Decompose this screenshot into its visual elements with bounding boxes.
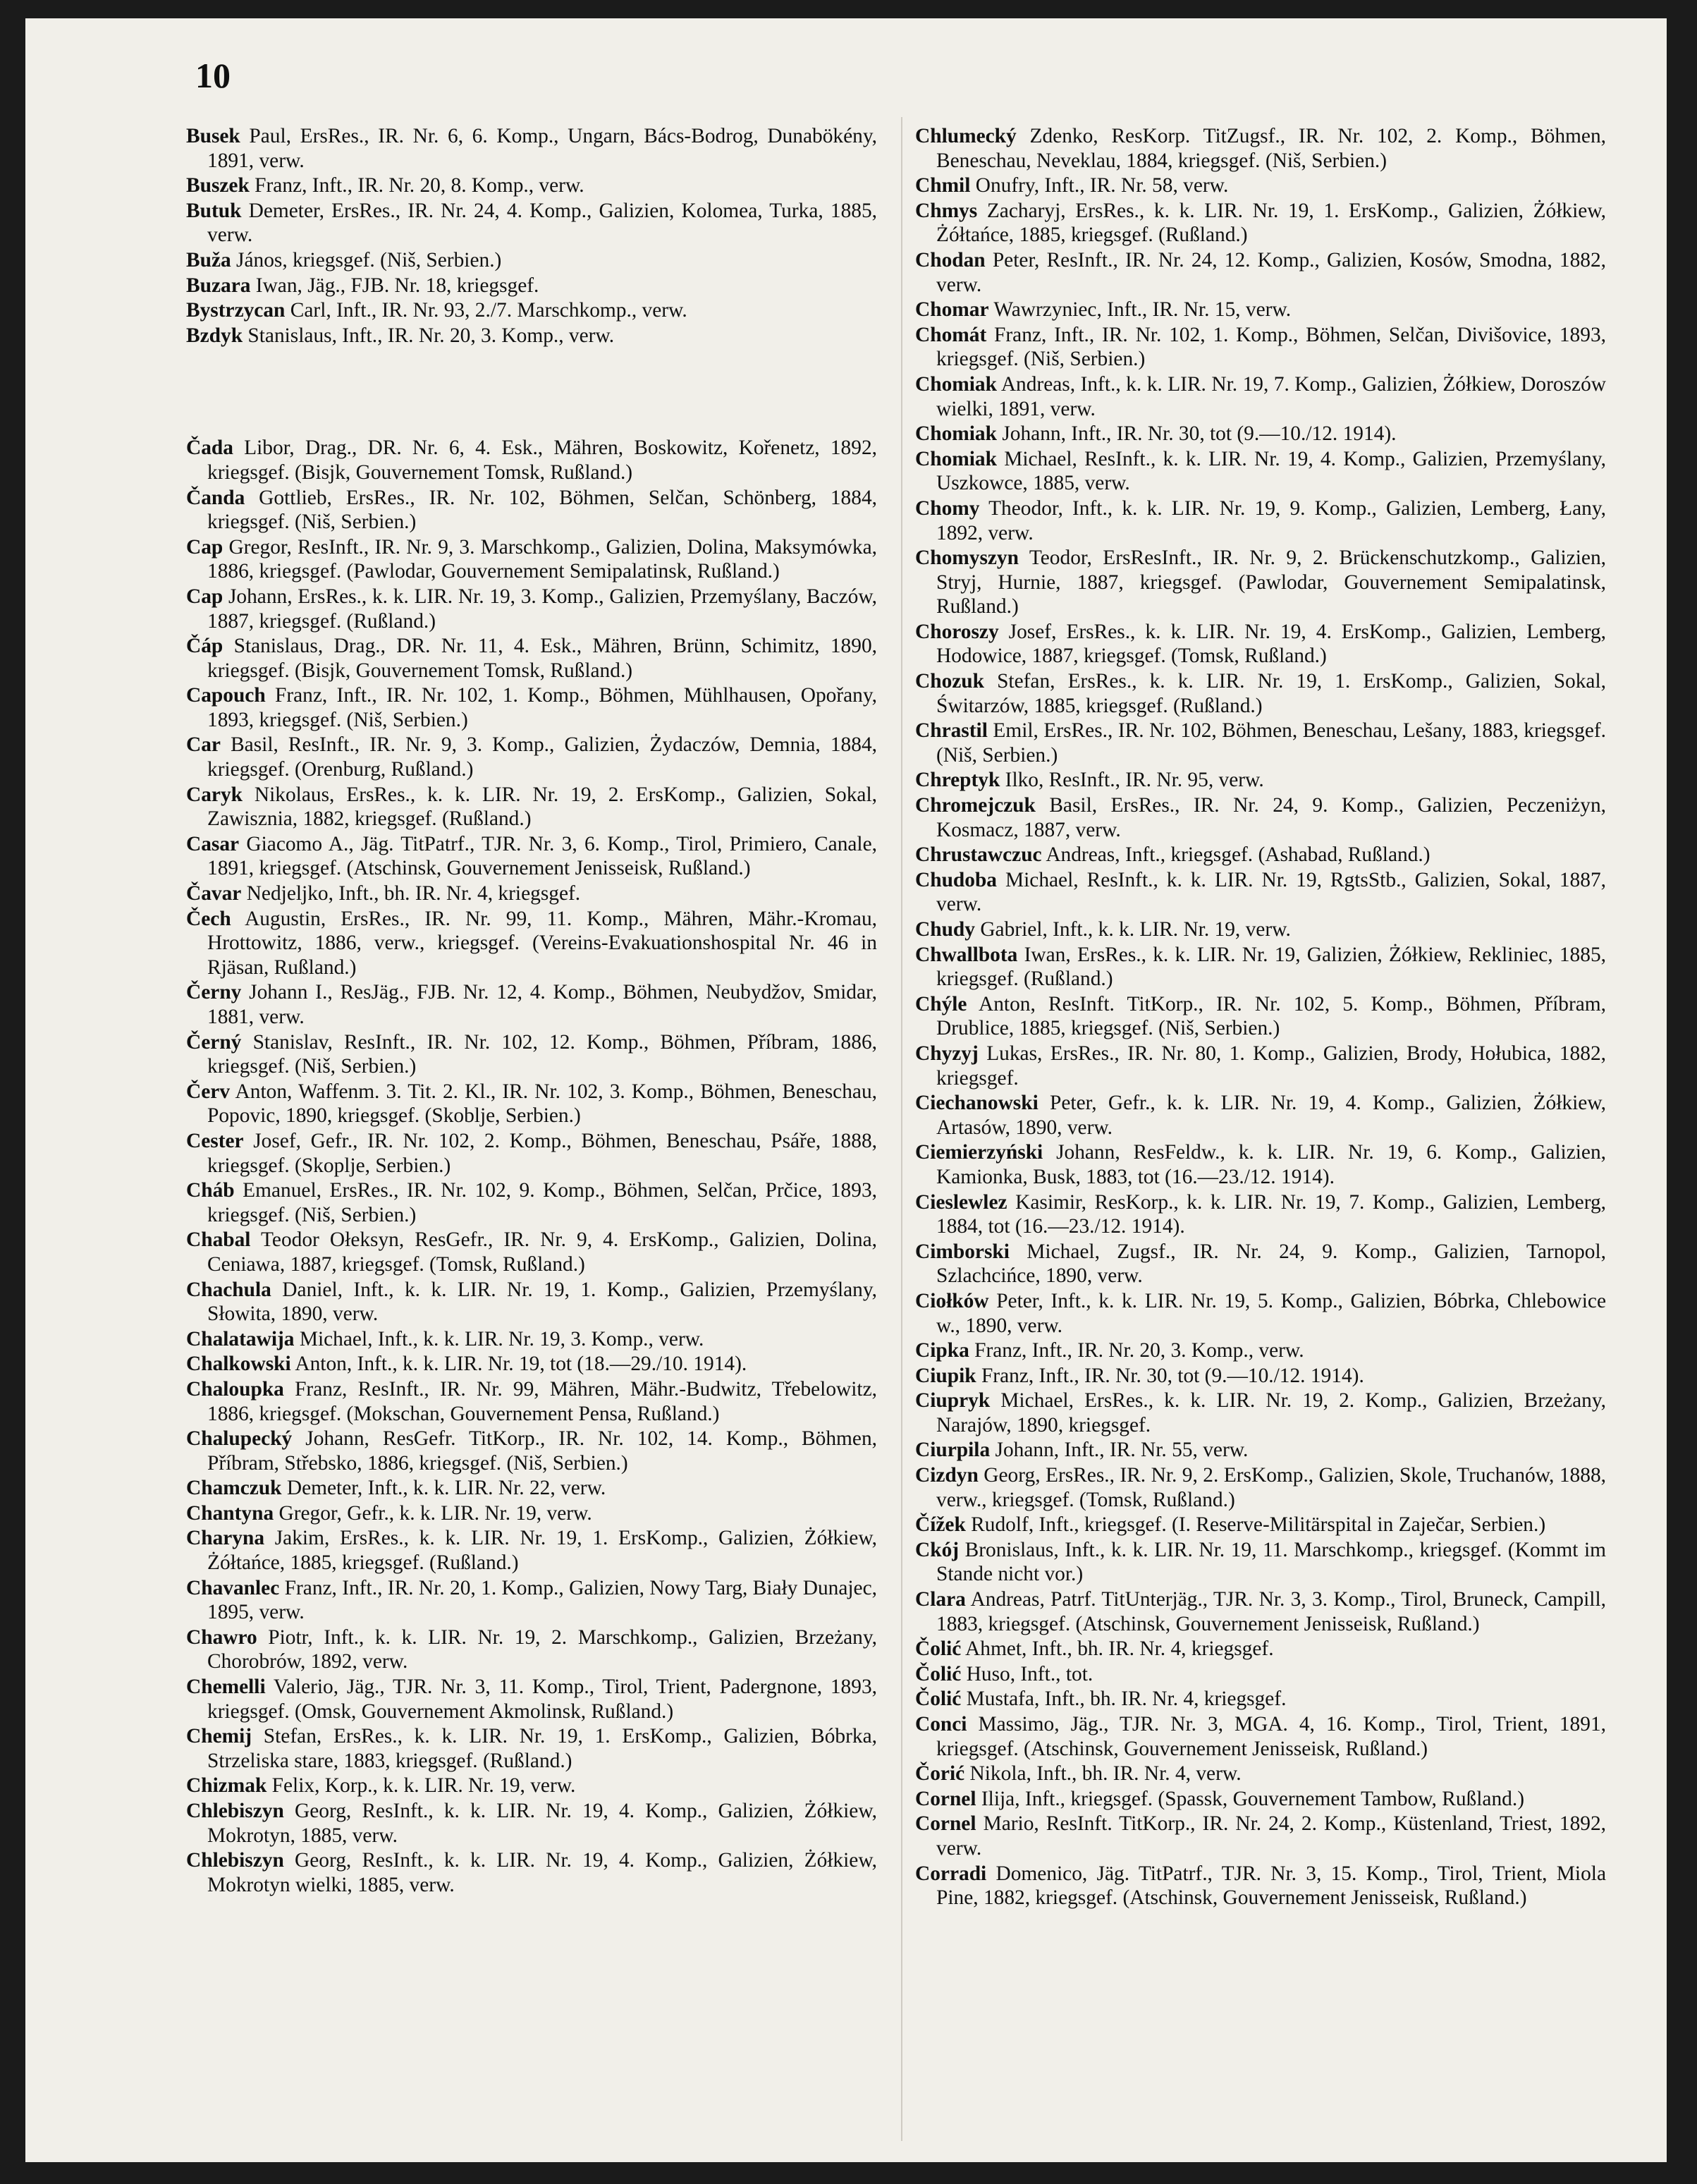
entry-surname: Chalatawija (186, 1327, 295, 1350)
entry-surname: Chodan (915, 248, 986, 272)
entry-details: Emanuel, ErsRes., IR. Nr. 102, 9. Komp., Böhmen, Selčan, Prčice, 1893, kriegsgef. (Niš, Serbien.) (207, 1179, 877, 1226)
entry-surname: Čada (186, 437, 233, 460)
list-entry (186, 199, 877, 248)
entry-details: János, kriegsgef. (Niš, Serbien.) (231, 248, 502, 272)
entry-details: Basil, ErsRes., IR. Nr. 24, 9. Komp., Galizien, Peczeniżyn, Kosmacz, 1887, verw. (936, 794, 1606, 841)
entry-surname: Charyna (186, 1527, 265, 1550)
list-entry (186, 1799, 877, 1848)
entry-surname: Buža (186, 248, 231, 272)
list-entry (186, 486, 877, 535)
list-entry (915, 843, 1606, 867)
entry-surname: Chýle (915, 992, 967, 1015)
left-column (186, 124, 877, 1898)
entry-details: Libor, Drag., DR. Nr. 6, 4. Esk., Mähren, Boskowitz, Kořenetz, 1892, kriegsgef. (Bisjk, Gouvernement Tomsk, Rußland.) (207, 437, 877, 484)
list-entry (915, 1190, 1606, 1239)
list-entry (186, 1675, 877, 1724)
list-entry (186, 298, 877, 323)
list-entry (186, 1625, 877, 1674)
list-entry (915, 669, 1606, 718)
entry-surname: Čanda (186, 486, 245, 509)
list-entry (186, 124, 877, 173)
entry-details: Wawrzyniec, Inft., IR. Nr. 15, verw. (988, 298, 1292, 322)
list-entry (186, 535, 877, 584)
list-entry (186, 248, 877, 273)
entry-details: Nedjeljko, Inft., bh. IR. Nr. 4, kriegsgef. (241, 882, 581, 905)
list-entry (915, 496, 1606, 545)
entry-surname: Chomiak (915, 372, 997, 396)
entry-details: Georg, ResInft., k. k. LIR. Nr. 19, 4. Komp., Galizien, Żółkiew, Mokrotyn wielki, 1885, verw. (207, 1849, 877, 1896)
list-entry (186, 1774, 877, 1798)
entry-details: Giacomo A., Jäg. TitPatrf., TJR. Nr. 3, 6. Komp., Tirol, Primiero, Canale, 1891, kriegsgef. (Atschinsk, Gouvernement Jenisseisk, Rußland.) (207, 832, 877, 880)
entry-details: Franz, Inft., IR. Nr. 30, tot (9.—10./12. 1914). (976, 1364, 1364, 1387)
entry-details: Domenico, Jäg. TitPatrf., TJR. Nr. 3, 15. Komp., Tirol, Trient, Miola Pine, 1882, kriegsgef. (Atschinsk, Gouvernement Jenisseisk, Rußland.) (936, 1862, 1606, 1910)
entry-details: Iwan, ErsRes., k. k. LIR. Nr. 19, Galizien, Żółkiew, Rekliniec, 1885, kriegsgef. (Rußland.) (936, 943, 1606, 991)
list-entry (186, 980, 877, 1029)
entry-details: Michael, ResInft., k. k. LIR. Nr. 19, RgtsStb., Galizien, Sokal, 1887, verw. (936, 868, 1606, 916)
entry-surname: Corradi (915, 1862, 987, 1885)
entry-details: Ahmet, Inft., bh. IR. Nr. 4, kriegsgef. (961, 1637, 1274, 1661)
entry-surname: Čolić (915, 1662, 962, 1685)
entry-details: Zdenko, ResKorp. TitZugsf., IR. Nr. 102, 2. Komp., Böhmen, Beneschau, Neveklau, 1884, kriegsgef. (Niš, Serbien.) (936, 125, 1606, 172)
entry-surname: Ciołków (915, 1289, 989, 1312)
entry-details: Demeter, Inft., k. k. LIR. Nr. 22, verw. (281, 1477, 606, 1500)
list-entry (915, 1712, 1606, 1761)
entry-surname: Caryk (186, 783, 243, 806)
entry-details: Bronislaus, Inft., k. k. LIR. Nr. 19, 11. Marschkomp., kriegsgef. (Kommt im Stande nicht vor.) (936, 1538, 1606, 1586)
list-entry (915, 1538, 1606, 1587)
entry-details: Michael, Inft., k. k. LIR. Nr. 19, 3. Komp., verw. (294, 1327, 704, 1350)
list-entry (915, 1637, 1606, 1661)
entry-details: Nikolaus, ErsRes., k. k. LIR. Nr. 19, 2. ErsKomp., Galizien, Sokal, Zawisznia, 1882, kriegsgef. (Rußland.) (207, 783, 877, 831)
list-entry (915, 793, 1606, 842)
list-entry (915, 1762, 1606, 1786)
entry-details: Johann, Inft., IR. Nr. 55, verw. (990, 1439, 1249, 1462)
entry-details: Onufry, Inft., IR. Nr. 58, verw. (970, 174, 1229, 197)
entry-surname: Chlebiszyn (186, 1849, 284, 1872)
list-entry (915, 1338, 1606, 1363)
entry-details: Franz, Inft., IR. Nr. 20, 3. Komp., verw. (969, 1339, 1304, 1362)
list-entry (915, 1687, 1606, 1712)
entry-details: Georg, ResInft., k. k. LIR. Nr. 19, 4. Komp., Galizien, Żółkiew, Mokrotyn, 1885, verw. (207, 1800, 877, 1847)
entry-details: Mustafa, Inft., bh. IR. Nr. 4, kriegsgef. (961, 1688, 1287, 1711)
entry-surname: Chomiak (915, 422, 997, 446)
list-entry (915, 546, 1606, 619)
list-entry (186, 1377, 877, 1426)
list-entry (186, 1278, 877, 1326)
list-entry (186, 1327, 877, 1352)
entry-surname: Chaloupka (186, 1377, 284, 1401)
list-entry (186, 1724, 877, 1773)
entry-details: Gabriel, Inft., k. k. LIR. Nr. 19, verw. (974, 918, 1291, 941)
entry-details: Anton, ResInft. TitKorp., IR. Nr. 102, 5. Komp., Böhmen, Příbram, Drublice, 1885, kriegsgef. (Niš, Serbien.) (936, 992, 1606, 1040)
entry-details: Rudolf, Inft., kriegsgef. (I. Reserve-Militärspital in Zaječar, Serbien.) (965, 1513, 1546, 1537)
list-entry (186, 1526, 877, 1575)
entry-details: Johann, ResFeldw., k. k. LIR. Nr. 19, 6. Komp., Galizien, Kamionka, Busk, 1883, tot (16.—23./12. 1914). (936, 1141, 1606, 1188)
list-entry (915, 447, 1606, 496)
entry-surname: Chomyszyn (915, 547, 1019, 570)
entry-details: Franz, Inft., IR. Nr. 102, 1. Komp., Böhmen, Selčan, Divišovice, 1893, kriegsgef. (Niš, Serbien.) (936, 323, 1606, 371)
list-entry (915, 943, 1606, 992)
entry-details: Huso, Inft., tot. (961, 1662, 1093, 1685)
list-entry (186, 733, 877, 781)
entry-surname: Chizmak (186, 1774, 267, 1798)
list-entry (915, 1389, 1606, 1437)
entry-details: Michael, Zugsf., IR. Nr. 24, 9. Komp., Galizien, Tarnopol, Szlachcińce, 1890, verw. (936, 1240, 1606, 1288)
entry-surname: Buzara (186, 274, 251, 297)
list-entry (186, 436, 877, 484)
list-entry (915, 768, 1606, 793)
entry-details: Felix, Korp., k. k. LIR. Nr. 19, verw. (267, 1774, 576, 1798)
list-entry (915, 1587, 1606, 1636)
section-gap (186, 348, 877, 436)
list-entry (915, 1289, 1606, 1338)
entry-details: Andreas, Inft., k. k. LIR. Nr. 19, 7. Komp., Galizien, Żółkiew, Doroszów wielki, 1891, verw. (936, 372, 1606, 420)
list-entry (915, 868, 1606, 917)
list-entry (186, 1228, 877, 1276)
entry-details: Augustin, ErsRes., IR. Nr. 99, 11. Komp., Mähren, Mähr.-Kromau, Hrottowitz, 1886, verw., kriegsgef. (Vereins-Evakuationshospital Nr. 46 in Rjäsan, Rußland.) (207, 907, 877, 979)
list-entry (186, 585, 877, 633)
list-entry (186, 1178, 877, 1227)
entry-surname: Chantyna (186, 1501, 274, 1525)
list-entry (915, 323, 1606, 372)
list-entry (915, 1042, 1606, 1090)
entry-surname: Busek (186, 125, 240, 147)
entry-details: Stanislav, ResInft., IR. Nr. 102, 12. Komp., Böhmen, Příbram, 1886, kriegsgef. (Niš, Serbien.) (207, 1030, 877, 1078)
entry-surname: Casar (186, 832, 240, 855)
list-entry (915, 372, 1606, 421)
entry-details: Johann, ErsRes., k. k. LIR. Nr. 19, 3. Komp., Galizien, Przemyślany, Baczów, 1887, kriegsgef. (Rußland.) (207, 585, 877, 633)
list-entry (915, 1240, 1606, 1288)
entry-details: Zacharyj, ErsRes., k. k. LIR. Nr. 19, 1. ErsKomp., Galizien, Żółkiew, Żółtańce, 1885, kriegsgef. (Rußland.) (936, 199, 1606, 247)
entry-surname: Chudoba (915, 868, 997, 891)
entry-details: Demeter, ErsRes., IR. Nr. 24, 4. Komp., Galizien, Kolomea, Turka, 1885, verw. (207, 199, 877, 247)
entry-details: Theodor, Inft., k. k. LIR. Nr. 19, 9. Komp., Galizien, Lemberg, Łany, 1892, verw. (936, 496, 1606, 544)
entry-details: Basil, ResInft., IR. Nr. 9, 3. Komp., Galizien, Żydaczów, Demnia, 1884, kriegsgef. (Orenburg, Rußland.) (207, 733, 877, 781)
entry-details: Mario, ResInft. TitKorp., IR. Nr. 24, 2. Komp., Küstenland, Triest, 1892, verw. (936, 1812, 1606, 1860)
list-entry (915, 917, 1606, 942)
entry-details: Ilija, Inft., kriegsgef. (Spassk, Gouvernement Tambow, Rußland.) (976, 1787, 1524, 1810)
list-entry (915, 124, 1606, 173)
entry-surname: Cap (186, 585, 223, 608)
entry-details: Anton, Inft., k. k. LIR. Nr. 19, tot (18.—29./10. 1914). (290, 1353, 747, 1376)
entry-surname: Chromejczuk (915, 794, 1036, 817)
entry-surname: Chmys (915, 199, 978, 222)
entry-details: Valerio, Jäg., TJR. Nr. 3, 11. Komp., Tirol, Trient, Padergnone, 1893, kriegsgef. (Omsk, Gouvernement Akmolinsk, Rußland.) (207, 1676, 877, 1723)
entry-surname: Čížek (915, 1513, 966, 1537)
list-entry (915, 1364, 1606, 1389)
entry-surname: Cornel (915, 1787, 976, 1810)
list-entry (186, 1476, 877, 1501)
entry-surname: Chwallbota (915, 943, 1018, 966)
entry-details: Georg, ErsRes., IR. Nr. 9, 2. ErsKomp., Galizien, Skole, Truchanów, 1888, verw., kriegsgef. (Tomsk, Rußland.) (936, 1464, 1606, 1511)
entry-details: Peter, Gefr., k. k. LIR. Nr. 19, 4. Komp., Galizien, Żółkiew, Artasów, 1890, verw. (936, 1092, 1606, 1139)
entry-surname: Ciurpila (915, 1439, 991, 1462)
entry-surname: Ciechanowski (915, 1092, 1039, 1115)
entry-surname: Butuk (186, 199, 242, 222)
entry-surname: Ckój (915, 1538, 960, 1561)
list-entry (915, 992, 1606, 1041)
entry-surname: Chemij (186, 1725, 252, 1748)
list-entry (915, 1513, 1606, 1537)
entry-details: Franz, Inft., IR. Nr. 102, 1. Komp., Böhmen, Mühlhausen, Opořany, 1893, kriegsgef. (Niš, Serbien.) (207, 684, 877, 731)
entry-details: Peter, ResInft., IR. Nr. 24, 12. Komp., Galizien, Kosów, Smodna, 1882, verw. (936, 248, 1606, 296)
list-entry (915, 1787, 1606, 1812)
entry-surname: Cipka (915, 1339, 969, 1362)
list-entry (186, 274, 877, 298)
entry-surname: Capouch (186, 684, 266, 707)
entry-surname: Chamczuk (186, 1477, 282, 1500)
entry-details: Stanislaus, Drag., DR. Nr. 11, 4. Esk., Mähren, Brünn, Schimitz, 1890, kriegsgef. (Bisjk, Gouvernement Tomsk, Rußland.) (207, 635, 877, 682)
entry-surname: Buszek (186, 174, 250, 197)
entry-details: Franz, Inft., IR. Nr. 20, 1. Komp., Galizien, Nowy Targ, Biały Dunajec, 1895, verw. (207, 1576, 877, 1624)
entry-surname: Chreptyk (915, 769, 1000, 792)
list-entry (186, 907, 877, 980)
entry-surname: Chalupecký (186, 1427, 293, 1451)
list-entry (186, 1848, 877, 1897)
list-entry (915, 422, 1606, 446)
entry-details: Michael, ErsRes., k. k. LIR. Nr. 19, 2. Komp., Galizien, Brzeżany, Narajów, 1890, kriegsgef. (936, 1389, 1606, 1436)
list-entry (186, 1576, 877, 1625)
entry-surname: Cizdyn (915, 1464, 979, 1487)
entry-details: Emil, ErsRes., IR. Nr. 102, Böhmen, Beneschau, Lešany, 1883, kriegsgef. (Niš, Serbien.) (936, 719, 1606, 767)
list-entry (186, 1080, 877, 1128)
entry-surname: Chomar (915, 298, 989, 322)
entry-details: Daniel, Inft., k. k. LIR. Nr. 19, 1. Komp., Galizien, Przemyślany, Słowita, 1890, verw. (207, 1278, 877, 1326)
entry-surname: Chabal (186, 1228, 251, 1252)
entry-surname: Cornel (915, 1812, 976, 1836)
entry-surname: Chudy (915, 918, 975, 941)
entry-surname: Čolić (915, 1637, 962, 1661)
entry-surname: Ciupik (915, 1364, 976, 1387)
entry-surname: Cimborski (915, 1240, 1010, 1263)
entry-surname: Černý (186, 1030, 242, 1054)
entry-details: Anton, Waffenm. 3. Tit. 2. Kl., IR. Nr. 102, 3. Komp., Böhmen, Beneschau, Popovic, 1890, kriegsgef. (Skoblje, Serbien.) (207, 1080, 877, 1128)
entry-details: Stefan, ErsRes., k. k. LIR. Nr. 19, 1. ErsKomp., Galizien, Bóbrka, Strzeliska stare, 1883, kriegsgef. (Rußland.) (207, 1725, 877, 1772)
entry-details: Andreas, Inft., kriegsgef. (Ashabad, Rußland.) (1041, 843, 1430, 867)
entry-surname: Chozuk (915, 670, 985, 693)
entry-details: Franz, ResInft., IR. Nr. 99, Mähren, Mähr.-Budwitz, Třebelowitz, 1886, kriegsgef. (Mokschan, Gouvernement Pensa, Rußland.) (207, 1377, 877, 1425)
entry-surname: Chlumecký (915, 125, 1017, 147)
entry-details: Teodor Ołeksyn, ResGefr., IR. Nr. 9, 4. ErsKomp., Galizien, Dolina, Ceniawa, 1887, kriegsgef. (Tomsk, Rußland.) (207, 1228, 877, 1276)
entry-surname: Čavar (186, 882, 242, 905)
entry-details: Piotr, Inft., k. k. LIR. Nr. 19, 2. Marschkomp., Galizien, Brzeżany, Chorobrów, 1892, verw. (207, 1625, 877, 1673)
entry-details: Franz, Inft., IR. Nr. 20, 8. Komp., verw. (249, 174, 584, 197)
list-entry (186, 832, 877, 881)
entry-details: Nikola, Inft., bh. IR. Nr. 4, verw. (964, 1762, 1242, 1786)
entry-surname: Chrastil (915, 719, 988, 743)
entry-details: Teodor, ErsResInft., IR. Nr. 9, 2. Brückenschutzkomp., Galizien, Stryj, Hurnie, 1887, kriegsgef. (Pawlodar, Gouvernement Semipalatinsk, Rußland.) (936, 547, 1606, 618)
entry-details: Gregor, Gefr., k. k. LIR. Nr. 19, verw. (274, 1501, 592, 1525)
entry-details: Gottlieb, ErsRes., IR. Nr. 102, Böhmen, Selčan, Schönberg, 1884, kriegsgef. (Niš, Serbien.) (207, 486, 877, 534)
entry-surname: Chomiak (915, 447, 997, 470)
entry-surname: Čáp (186, 635, 223, 658)
document-page (25, 18, 1667, 2162)
entry-surname: Clara (915, 1588, 966, 1611)
list-entry (186, 881, 877, 906)
list-entry (186, 1427, 877, 1475)
list-entry (915, 298, 1606, 322)
entry-details: Jakim, ErsRes., k. k. LIR. Nr. 19, 1. ErsKomp., Galizien, Żółkiew, Żółtańce, 1885, kriegsgef. (Rußland.) (207, 1527, 877, 1575)
list-entry (915, 1662, 1606, 1687)
entry-surname: Černy (186, 981, 242, 1004)
list-entry (915, 173, 1606, 198)
entry-surname: Chachula (186, 1278, 271, 1301)
list-entry (186, 1030, 877, 1079)
list-entry (915, 1463, 1606, 1512)
list-entry (915, 1862, 1606, 1910)
entry-surname: Chemelli (186, 1676, 266, 1699)
column-divider (901, 117, 902, 2141)
entry-surname: Ciupryk (915, 1389, 991, 1413)
entry-details: Johann, Inft., IR. Nr. 30, tot (9.—10./12. 1914). (996, 422, 1397, 446)
entry-surname: Bzdyk (186, 324, 243, 347)
entry-surname: Chrustawczuc (915, 843, 1042, 867)
entry-details: Josef, Gefr., IR. Nr. 102, 2. Komp., Böhmen, Beneschau, Psáře, 1888, kriegsgef. (Skoplje, Serbien.) (207, 1129, 877, 1177)
list-entry (186, 1501, 877, 1526)
entry-details: Johann, ResGefr. TitKorp., IR. Nr. 102, 14. Komp., Böhmen, Příbram, Střebsko, 1886, kriegsgef. (Niš, Serbien.) (207, 1427, 877, 1475)
entry-details: Massimo, Jäg., TJR. Nr. 3, MGA. 4, 16. Komp., Tirol, Trient, 1891, kriegsgef. (Atschinsk, Gouvernement Jenisseisk, Rußland.) (936, 1713, 1606, 1760)
list-entry (915, 1091, 1606, 1140)
entry-details: Stefan, ErsRes., k. k. LIR. Nr. 19, 1. ErsKomp., Galizien, Sokal, Świtarzów, 1885, kriegsgef. (Rußland.) (936, 670, 1606, 717)
entry-surname: Čorić (915, 1762, 965, 1786)
entry-surname: Choroszy (915, 620, 999, 643)
list-entry (186, 683, 877, 732)
list-entry (186, 173, 877, 198)
list-entry (915, 1812, 1606, 1860)
entry-surname: Bystrzycan (186, 299, 286, 322)
entry-details: Lukas, ErsRes., IR. Nr. 80, 1. Komp., Galizien, Brody, Hołubica, 1882, kriegsgef. (936, 1042, 1606, 1090)
list-entry (186, 1352, 877, 1377)
list-entry (915, 1140, 1606, 1189)
entry-details: Peter, Inft., k. k. LIR. Nr. 19, 5. Komp., Galizien, Bóbrka, Chlebowice w., 1890, verw. (936, 1289, 1606, 1337)
entry-surname: Cap (186, 535, 223, 559)
list-entry (186, 783, 877, 831)
entry-details: Stanislaus, Inft., IR. Nr. 20, 3. Komp., verw. (243, 324, 615, 347)
entry-surname: Conci (915, 1713, 967, 1735)
entry-details: Carl, Inft., IR. Nr. 93, 2./7. Marschkomp., verw. (285, 299, 687, 322)
entry-details: Michael, ResInft., k. k. LIR. Nr. 19, 4. Komp., Galizien, Przemyślany, Uszkowce, 1885, verw. (936, 447, 1606, 495)
entry-surname: Chmil (915, 174, 971, 197)
entry-details: Paul, ErsRes., IR. Nr. 6, 6. Komp., Ungarn, Bács-Bodrog, Dunabökény, 1891, verw. (207, 125, 877, 172)
entry-details: Josef, ErsRes., k. k. LIR. Nr. 19, 4. ErsKomp., Galizien, Lemberg, Hodowice, 1887, kriegsgef. (Tomsk, Rußland.) (936, 620, 1606, 668)
right-column (915, 124, 1606, 1911)
list-entry (186, 634, 877, 683)
entry-details: Gregor, ResInft., IR. Nr. 9, 3. Marschkomp., Galizien, Dolina, Maksymówka, 1886, kriegsgef. (Pawlodar, Gouvernement Semipalatinsk, Rußland.) (207, 535, 877, 583)
entry-surname: Chalkowski (186, 1353, 291, 1376)
entry-surname: Car (186, 733, 221, 757)
list-entry (915, 199, 1606, 248)
entry-details: Kasimir, ResKorp., k. k. LIR. Nr. 19, 7. Komp., Galizien, Lemberg, 1884, tot (16.—23./12. 1914). (936, 1190, 1606, 1238)
entry-surname: Chawro (186, 1625, 257, 1649)
page-number: 10 (195, 56, 231, 95)
entry-details: Iwan, Jäg., FJB. Nr. 18, kriegsgef. (250, 274, 539, 297)
list-entry (186, 324, 877, 348)
entry-surname: Čolić (915, 1688, 962, 1711)
entry-details: Ilko, ResInft., IR. Nr. 95, verw. (1000, 769, 1264, 792)
entry-surname: Cieslewlez (915, 1190, 1007, 1214)
entry-details: Johann I., ResJäg., FJB. Nr. 12, 4. Komp., Böhmen, Neubydžov, Smidar, 1881, verw. (207, 981, 877, 1028)
entry-surname: Červ (186, 1080, 231, 1103)
entry-surname: Chavanlec (186, 1576, 280, 1599)
list-entry (915, 719, 1606, 767)
entry-surname: Chomát (915, 323, 987, 346)
list-entry (186, 1129, 877, 1178)
entry-surname: Cester (186, 1129, 244, 1152)
entry-surname: Cháb (186, 1179, 235, 1202)
entry-surname: Chomy (915, 496, 980, 520)
entry-surname: Chlebiszyn (186, 1800, 284, 1822)
entry-surname: Čech (186, 907, 231, 930)
entry-details: Andreas, Patrf. TitUnterjäg., TJR. Nr. 3, 3. Komp., Tirol, Bruneck, Campill, 1883, kriegsgef. (Atschinsk, Gouvernement Jenisseisk, Rußland.) (936, 1588, 1606, 1635)
list-entry (915, 1438, 1606, 1463)
entry-surname: Chyzyj (915, 1042, 979, 1065)
list-entry (915, 248, 1606, 297)
list-entry (915, 620, 1606, 669)
entry-surname: Ciemierzyński (915, 1141, 1043, 1164)
